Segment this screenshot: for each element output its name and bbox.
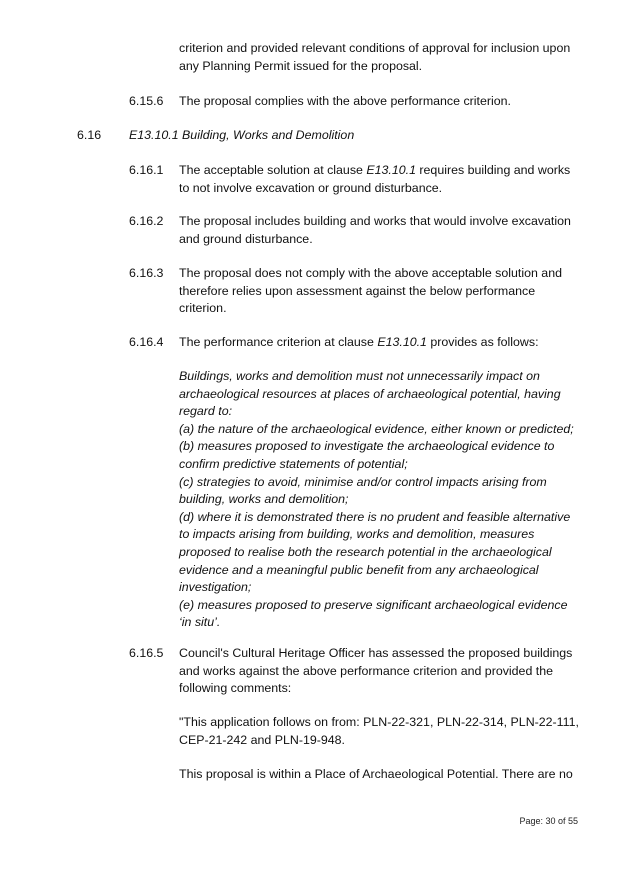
officer-comment-continued — [179, 766, 579, 784]
section-heading: E13.10.1 Building, Works and Demolition — [129, 128, 355, 142]
paragraph-number: 6.16.5 — [129, 646, 164, 660]
text-line: to not involve excavation or ground disturbance. — [179, 180, 443, 195]
text-run: The performance criterion at clause — [179, 335, 378, 349]
continuation-paragraph — [179, 40, 579, 75]
quote-line: investigation; — [179, 580, 252, 595]
quote-line: ‘in situ’. — [179, 615, 221, 630]
section-number: 6.16 — [77, 128, 102, 142]
paragraph-number: 6.16.4 — [129, 335, 164, 349]
quote-line: (b) measures proposed to investigate the archaeological evidence to — [179, 439, 555, 454]
text-line: following comments: — [179, 681, 292, 696]
text-line: This proposal is within a Place of Archaeological Potential. There are no — [179, 767, 573, 781]
quote-line: Buildings, works and demolition must not unnecessarily impact on — [179, 369, 540, 383]
page-number: Page: 30 of 55 — [519, 816, 578, 826]
clause-reference: E13.10.1 — [377, 335, 427, 349]
text-line: "This application follows on from: PLN-22-321, PLN-22-314, PLN-22-111, — [179, 715, 579, 729]
text-line: criterion and provided relevant conditions of approval for inclusion upon — [179, 41, 571, 55]
quote-line: proposed to realise both the research potential in the archaeological — [179, 544, 552, 559]
paragraph-6-16-4 — [179, 334, 579, 352]
quoted-criterion — [179, 368, 579, 632]
paragraph-number: 6.16.2 — [129, 214, 164, 228]
quote-line: regard to: — [179, 404, 233, 419]
clause-reference: E13.10.1 — [366, 163, 416, 177]
text-line — [179, 334, 579, 352]
paragraph-6-15-6 — [179, 93, 579, 111]
paragraph-number: 6.16.1 — [129, 163, 164, 177]
text-line: The proposal includes building and works that would involve excavation — [179, 214, 571, 228]
paragraph-number: 6.16.3 — [129, 266, 164, 280]
text-line: and ground disturbance. — [179, 231, 313, 246]
paragraph-6-16-3 — [179, 265, 579, 318]
paragraph-6-16-2 — [179, 213, 579, 248]
paragraph-6-16-5 — [179, 645, 579, 698]
quote-line: confirm predictive statements of potential; — [179, 456, 408, 471]
quote-line: evidence and a meaningful public benefit from any archaeological — [179, 562, 539, 577]
quote-line: (c) strategies to avoid, minimise and/or control impacts arising from — [179, 474, 547, 489]
paragraph-6-16-1 — [179, 162, 579, 197]
text-line: therefore relies upon assessment against the below performance — [179, 283, 536, 298]
quote-line: (d) where it is demonstrated there is no prudent and feasible alternative — [179, 509, 571, 524]
text-run: provides as follows: — [426, 335, 539, 349]
text-line: Council's Cultural Heritage Officer has assessed the proposed buildings — [179, 646, 573, 660]
quote-line: building, works and demolition; — [179, 492, 349, 507]
text-line: CEP-21-242 and PLN-19-948. — [179, 732, 345, 747]
quote-line: to impacts arising from building, works and demolition, measures — [179, 527, 535, 542]
text-run: The acceptable solution at clause — [179, 163, 367, 177]
text-line — [179, 162, 579, 180]
text-run: requires building and works — [415, 163, 571, 177]
paragraph-number: 6.15.6 — [129, 94, 164, 108]
officer-comment — [179, 714, 579, 749]
quote-line: archaeological resources at places of archaeological potential, having — [179, 386, 561, 401]
text-line: The proposal complies with the above performance criterion. — [179, 94, 511, 108]
text-line: any Planning Permit issued for the proposal. — [179, 58, 423, 73]
quote-line: (a) the nature of the archaeological evidence, either known or predicted; — [179, 421, 574, 436]
text-line: and works against the above performance criterion and provided the — [179, 663, 554, 678]
text-line: criterion. — [179, 301, 227, 316]
quote-line: (e) measures proposed to preserve significant archaeological evidence — [179, 597, 568, 612]
text-line: The proposal does not comply with the above acceptable solution and — [179, 266, 562, 280]
